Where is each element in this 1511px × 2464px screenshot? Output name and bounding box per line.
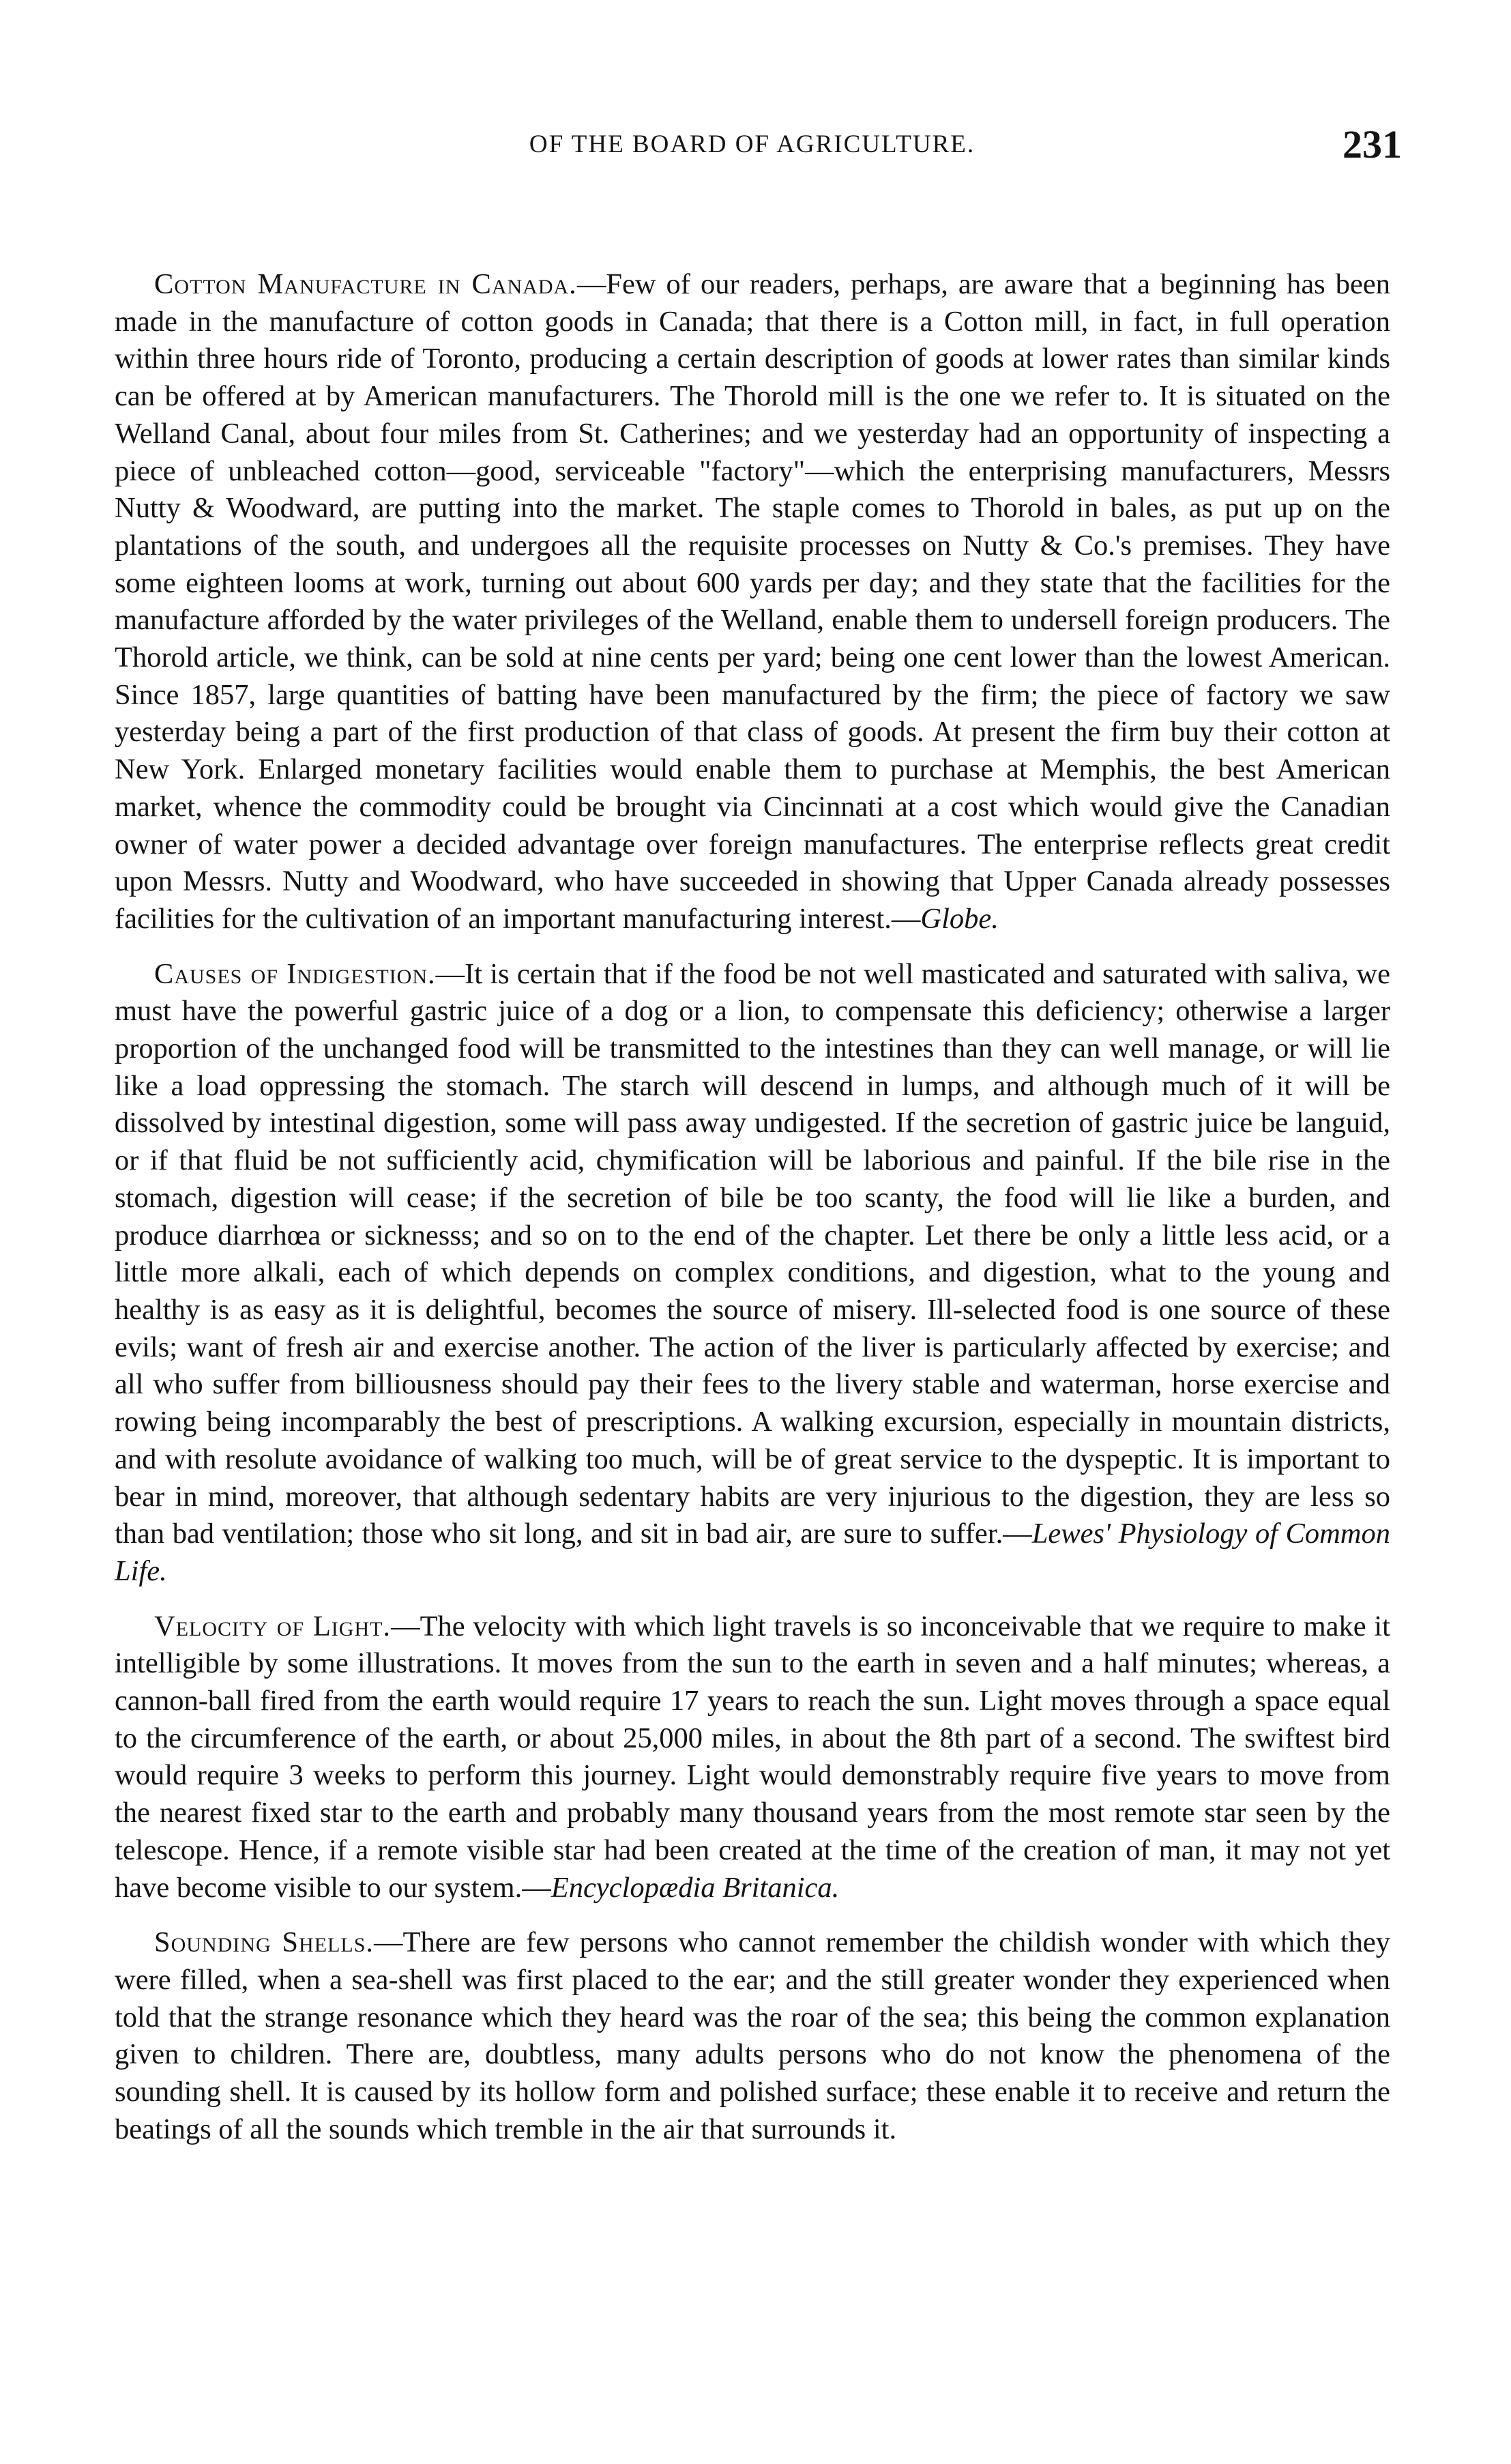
running-head: OF THE BOARD OF AGRICULTURE. <box>529 130 975 158</box>
article-cotton-manufacture <box>115 266 1390 938</box>
article-source: Encyclopædia Britanica. <box>551 1871 840 1904</box>
article-body: —It is certain that if the food be not well masticated and saturated with saliva, we must have the powerful gastric juice of a dog or a lion, to compensate this deficiency; otherwise a larger proportion of the unchanged food will be transmitted to the intestines than they can well manage, or will lie like a load oppressing the stomach. The starch will descend in lumps, and although much of it will be dissolved by intestinal digestion, some will pass away undigested. If the secretion of gastric juice be languid, or if that fluid be not sufficiently acid, chymification will be laborious and painful. If the bile rise in the stomach, digestion will cease; if the secretion of bile be too scanty, the food will lie like a burden, and produce diarrhœa or sicknesss; and so on to the end of the chapter. Let there be only a little less acid, or a little more alkali, each of which depends on complex conditions, and digestion, what to the young and healthy is as easy as it is delightful, becomes the source of misery. Ill-selected food is one source of these evils; want of fresh air and exercise another. The action of the liver is particularly affected by exercise; and all who suffer from billiousness should pay their fees to the livery stable and waterman, horse exercise and rowing being incomparably the best of prescriptions. A walking excursion, especially in mountain districts, and with resolute avoidance of walking too much, will be of great service to the dyspeptic. It is important to bear in mind, moreover, that although sedentary habits are very injurious to the digestion, they are less so than bad ventilation; those who sit long, and sit in bad air, are sure to suffer.— <box>115 957 1390 1550</box>
page-header <box>102 121 1402 176</box>
page-number: 231 <box>1343 122 1402 166</box>
article-body: —Few of our readers, perhaps, are aware that a beginning has been made in the manufacture of cotton goods in Canada; that there is a Cotton mill, in fact, in full operation within three hours ride of Toronto, producing a certain description of goods at lower rates than similar kinds can be offered at by American manufacturers. The Thorold mill is the one we refer to. It is situated on the Welland Canal, about four miles from St. Catherines; and we yesterday had an opportunity of inspecting a piece of unbleached cotton—good, serviceable "factory"—which the enterprising manufacturers, Messrs Nutty & Woodward, are putting into the market. The staple comes to Thorold in bales, as put up on the plantations of the south, and undergoes all the requisite processes on Nutty & Co.'s premises. They have some eighteen looms at work, turning out about 600 yards per day; and they state that the facilities for the manufacture afforded by the water privileges of the Welland, enable them to undersell foreign producers. The Thorold article, we think, can be sold at nine cents per yard; being one cent lower than the lowest American. Since 1857, large quantities of batting have been manufactured by the firm; the piece of factory we saw yesterday being a part of the first production of that class of goods. At present the firm buy their cotton at New York. Enlarged monetary facilities would enable them to purchase at Memphis, the best American market, whence the commodity could be brought via Cincinnati at a cost which would give the Canadian owner of water power a decided advantage over foreign manufactures. The enterprise reflects great credit upon Messrs. Nutty and Woodward, who have succeeded in showing that Upper Canada already possesses facilities for the cultivation of an important manufacturing interest.— <box>115 268 1390 935</box>
article-title: Velocity of Light. <box>154 1610 392 1642</box>
article-title: Cotton Manufacture in Canada. <box>154 268 577 300</box>
article-title: Causes of Indigestion. <box>154 957 436 990</box>
article-source: Globe. <box>920 902 999 935</box>
article-causes-of-indigestion <box>115 956 1390 1591</box>
article-sounding-shells <box>115 1924 1390 2148</box>
article-body: —The velocity with which light travels is so inconceivable that we require to make it intelligible by some illustrations. It moves from the sun to the earth in seven and a half minutes; whereas, a cannon-ball fired from the earth would require 17 years to reach the sun. Light moves through a space equal to the circumference of the earth, or about 25,000 miles, in about the 8th part of a second. The swiftest bird would require 3 weeks to perform this journey. Light would demonstrably require five years to move from the nearest fixed star to the earth and probably many thousand years from the most remote star seen by the telescope. Hence, if a remote visible star had been created at the time of the creation of man, it may not yet have become visible to our system.— <box>115 1610 1390 1904</box>
article-body: —There are few persons who cannot remember the childish wonder with which they were filled, when a sea-shell was first placed to the ear; and the still greater wonder they experienced when told that the strange resonance which they heard was the roar of the sea; this being the common explanation given to children. There are, doubtless, many adults persons who do not know the phenomena of the sounding shell. It is caused by its hollow form and polished surface; these enable it to receive and return the beatings of all the sounds which tremble in the air that surrounds it. <box>115 1926 1390 2145</box>
article-source: Lewes' Physiology of Common Life. <box>115 1518 1391 1587</box>
article-title: Sounding Shells. <box>154 1926 375 1959</box>
article-velocity-of-light <box>115 1608 1390 1907</box>
page-content <box>115 266 1390 2166</box>
